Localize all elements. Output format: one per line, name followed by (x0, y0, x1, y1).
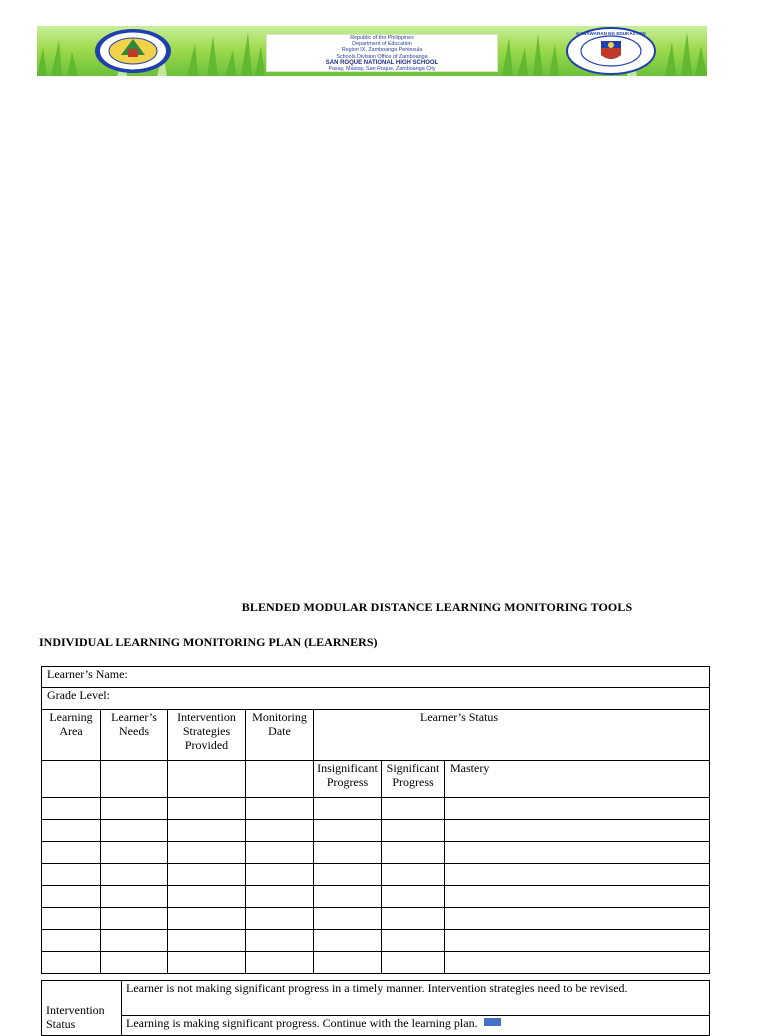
table-row (42, 930, 710, 952)
table-cell[interactable] (101, 952, 168, 974)
table-cell[interactable] (168, 864, 246, 886)
main-title: BLENDED MODULAR DISTANCE LEARNING MONITORING TOOLS (241, 600, 633, 614)
column-header-intervention: Intervention Strategies Provided (168, 710, 246, 761)
table-cell[interactable] (246, 842, 314, 864)
table-cell[interactable] (42, 820, 101, 842)
table-cell[interactable] (382, 864, 445, 886)
table-cell[interactable] (445, 930, 710, 952)
table-cell[interactable] (101, 908, 168, 930)
table-cell[interactable] (42, 930, 101, 952)
table-cell[interactable] (168, 952, 246, 974)
table-cell[interactable] (42, 886, 101, 908)
table-cell[interactable] (101, 761, 168, 798)
subheader-insignificant-progress: Insignificant Progress (314, 761, 382, 798)
table-cell[interactable] (246, 820, 314, 842)
table-cell[interactable] (314, 798, 382, 820)
table-cell[interactable] (382, 930, 445, 952)
masthead-line: Schools Division Office of Zamboanga (336, 53, 428, 60)
table-cell[interactable] (101, 864, 168, 886)
seal-text: KAGAWARAN NG EDUKASYON (576, 31, 646, 36)
school-seal-logo (92, 27, 174, 75)
masthead-school-name: SAN ROQUE NATIONAL HIGH SCHOOL (325, 59, 439, 66)
table-cell[interactable] (314, 908, 382, 930)
table-cell[interactable] (246, 908, 314, 930)
table-cell[interactable] (101, 886, 168, 908)
intervention-option-revise[interactable] (122, 981, 710, 1016)
table-row (42, 908, 710, 930)
table-cell[interactable] (382, 886, 445, 908)
table-cell[interactable] (168, 930, 246, 952)
school-masthead (266, 34, 498, 72)
table-cell[interactable] (246, 952, 314, 974)
table-row (42, 952, 710, 974)
intervention-status-label: Intervention Status (42, 981, 122, 1036)
masthead-line: Region IX, Zamboanga Peninsula (341, 47, 423, 54)
table-cell[interactable] (101, 820, 168, 842)
table-cell[interactable] (314, 930, 382, 952)
table-cell[interactable] (42, 864, 101, 886)
table-row (42, 798, 710, 820)
school-header-banner (37, 26, 707, 76)
table-cell[interactable] (382, 820, 445, 842)
option-text: Learner is not making significant progress in a timely manner. Intervention strategies need to be revised. (126, 981, 628, 995)
masthead-line: Republic of the Philippines (350, 35, 414, 41)
table-cell[interactable] (445, 820, 710, 842)
table-cell[interactable] (445, 952, 710, 974)
table-cell[interactable] (42, 798, 101, 820)
table-cell[interactable] (168, 842, 246, 864)
monitoring-plan-table (41, 666, 710, 974)
grade-level-field[interactable]: Grade Level: (42, 688, 710, 710)
masthead-line: Department of Education (352, 41, 412, 48)
table-cell[interactable] (168, 820, 246, 842)
table-cell[interactable] (382, 908, 445, 930)
table-row (42, 886, 710, 908)
table-cell[interactable] (314, 820, 382, 842)
table-cell[interactable] (246, 886, 314, 908)
table-cell[interactable] (314, 864, 382, 886)
table-cell[interactable] (382, 842, 445, 864)
table-cell[interactable] (246, 864, 314, 886)
table-row (42, 842, 710, 864)
learner-name-field[interactable]: Learner’s Name: (42, 667, 710, 688)
table-cell[interactable] (168, 908, 246, 930)
column-header-learners-needs: Learner’s Needs (101, 710, 168, 761)
deped-seal-logo (565, 27, 657, 75)
table-cell[interactable] (445, 798, 710, 820)
intervention-status-table (41, 980, 710, 1036)
column-header-learning-area: Learning Area (42, 710, 101, 761)
intervention-option-continue[interactable] (122, 1016, 710, 1036)
masthead-address: Pasay, Mastay, San Roque, Zamboanga City (328, 66, 436, 73)
table-cell[interactable] (314, 886, 382, 908)
table-cell[interactable] (42, 842, 101, 864)
table-cell[interactable] (101, 930, 168, 952)
table-cell[interactable] (168, 886, 246, 908)
column-header-learners-status: Learner’s Status (314, 710, 710, 761)
table-cell[interactable] (246, 930, 314, 952)
table-cell[interactable] (246, 761, 314, 798)
table-cell[interactable] (314, 952, 382, 974)
table-row (42, 864, 710, 886)
table-cell[interactable] (382, 952, 445, 974)
table-cell[interactable] (168, 798, 246, 820)
table-cell[interactable] (101, 798, 168, 820)
table-cell[interactable] (246, 798, 314, 820)
subheader-mastery: Mastery (445, 761, 710, 798)
table-row (42, 820, 710, 842)
table-cell[interactable] (42, 908, 101, 930)
table-cell[interactable] (445, 886, 710, 908)
selection-marker-icon (484, 1018, 501, 1026)
table-cell[interactable] (42, 952, 101, 974)
option-text: Learning is making significant progress. Continue with the learning plan. (126, 1016, 478, 1030)
table-cell[interactable] (445, 864, 710, 886)
table-cell[interactable] (314, 842, 382, 864)
table-cell[interactable] (101, 842, 168, 864)
section-title: INDIVIDUAL LEARNING MONITORING PLAN (LEARNERS) (39, 635, 378, 649)
column-header-monitoring-date: Monitoring Date (246, 710, 314, 761)
table-cell[interactable] (382, 798, 445, 820)
table-body (42, 798, 710, 974)
table-cell[interactable] (42, 761, 101, 798)
table-cell[interactable] (445, 908, 710, 930)
subheader-significant-progress: Significant Progress (382, 761, 445, 798)
table-cell[interactable] (445, 842, 710, 864)
table-cell[interactable] (168, 761, 246, 798)
